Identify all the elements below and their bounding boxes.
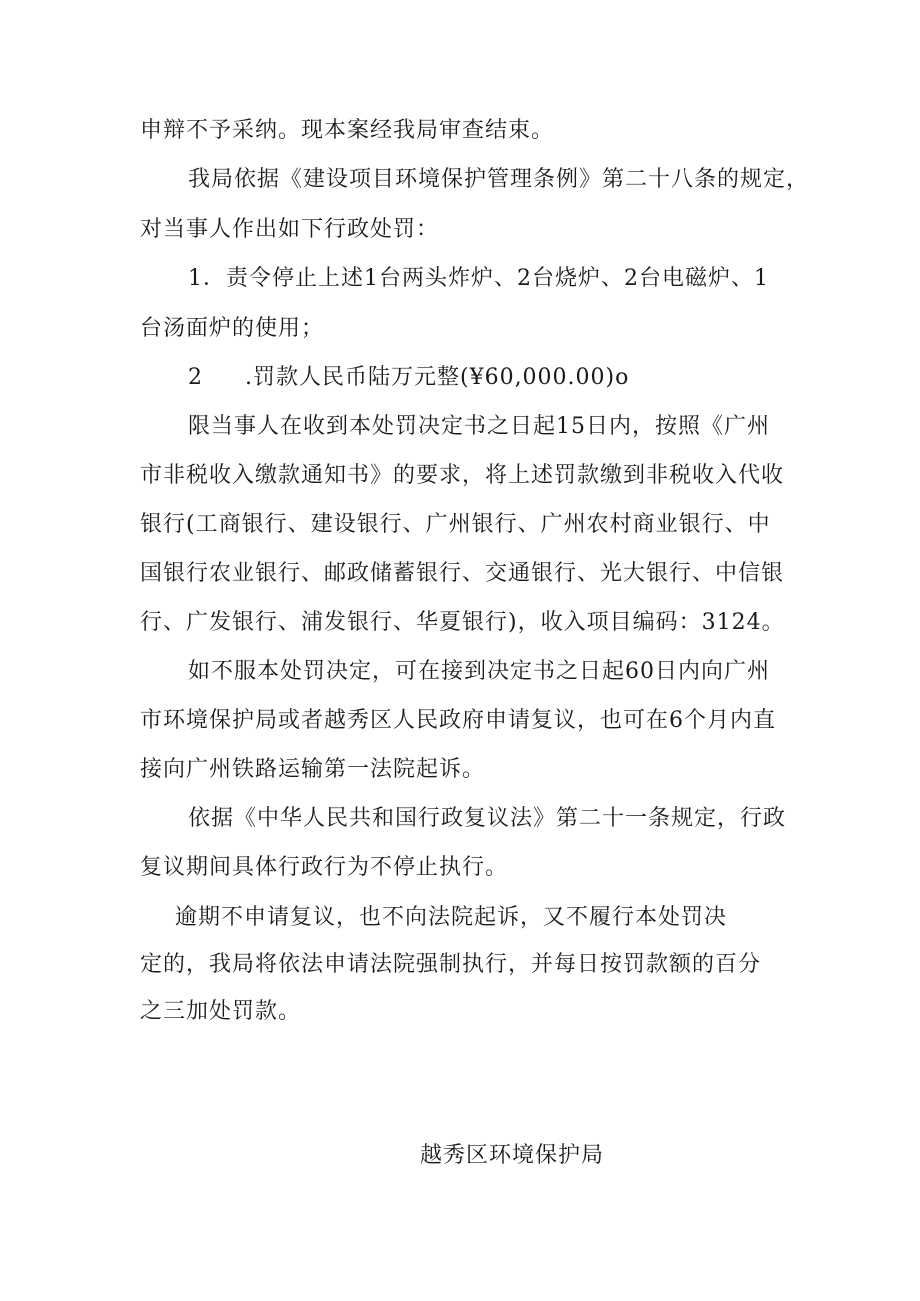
text-line: 复议期间具体行政行为不停止执行。 — [140, 855, 509, 880]
text-line: 对当事人作出如下行政处罚： — [140, 217, 440, 242]
paragraph-line: 依据《中华人民共和国行政复议法》第二十一条规定，行政 — [188, 806, 787, 831]
signature: 越秀区环境保护局 — [420, 1143, 605, 1168]
paragraph-line: 限当事人在收到本处罚决定书之日起15日内，按照《广州 — [188, 414, 770, 439]
text-line: 接向广州铁路运输第一法院起诉。 — [140, 757, 486, 782]
text-line: 行、广发银行、浦发银行、华夏银行)，收入项目编码：3124。 — [140, 610, 785, 635]
list-item-number: 2 — [188, 365, 203, 390]
text-line: 市非税收入缴款通知书》的要求，将上述罚款缴到非税收入代收 — [140, 463, 785, 488]
text-line: 之三加处罚款。 — [140, 999, 302, 1024]
text-line: 定的，我局将依法申请法院强制执行，并每日按罚款额的百分 — [140, 952, 762, 977]
paragraph-line: 如不服本处罚决定，可在接到决定书之日起60日内向广州 — [188, 659, 770, 684]
text-line: 市环境保护局或者越秀区人民政府申请复议，也可在6个月内直 — [140, 708, 776, 733]
text-line: 国银行农业银行、邮政储蓄银行、交通银行、光大银行、中信银 — [140, 561, 785, 586]
text-line: 台汤面炉的使用； — [140, 316, 325, 341]
list-item-line: 1．责令停止上述1台两头炸炉、2台烧炉、2台电磁炉、1 — [188, 266, 769, 291]
text-line: 申辩不予采纳。现本案经我局审查结束。 — [140, 118, 555, 143]
paragraph-line: 逾期不申请复议，也不向法院起诉，又不履行本处罚决 — [175, 905, 728, 930]
text-line: 银行(工商银行、建设银行、广州银行、广州农村商业银行、中 — [140, 512, 771, 537]
list-item-line: .罚款人民币陆万元整(¥60,000.00)o — [245, 365, 630, 390]
paragraph-line: 我局依据《建设项目环境保护管理条例》第二十八条的规定， — [188, 167, 810, 192]
